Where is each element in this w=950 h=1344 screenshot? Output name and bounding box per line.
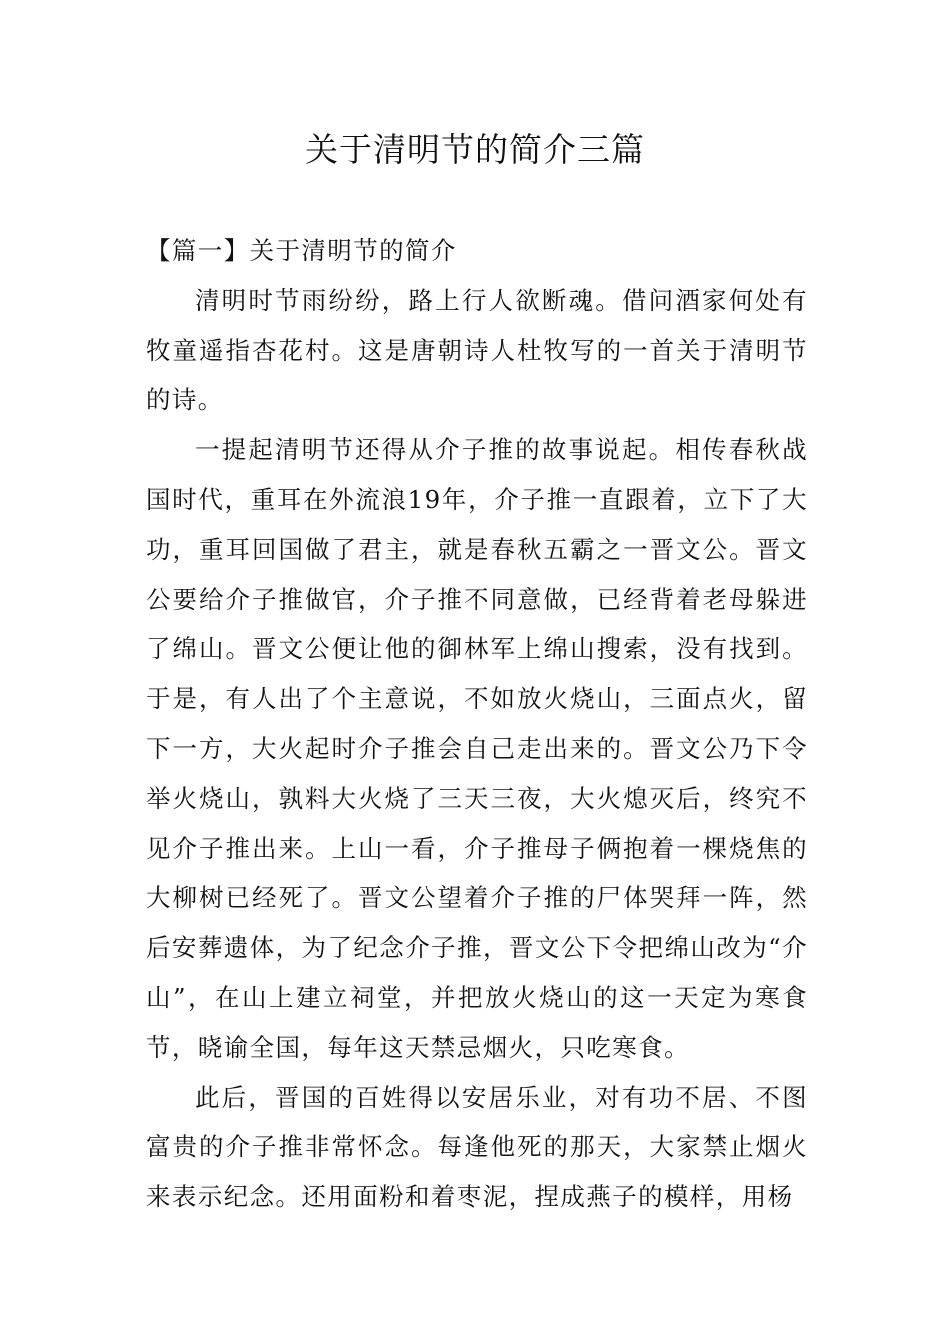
paragraph-commemoration: 此后，晋国的百姓得以安居乐业，对有功不居、不图富贵的介子推非常怀念。每逢他死的那天，大家禁止烟火来表示纪念。还用面粉和着枣泥，捏成燕子的模样，用杨 xyxy=(146,1082,808,1212)
paragraph-poem-intro: 清明时节雨纷纷，路上行人欲断魂。借问酒家何处有牧童遥指杏花村。这是唐朝诗人杜牧写的一首关于清明节的诗。 xyxy=(146,285,808,415)
paragraph-jie-zitui-story: 一提起清明节还得从介子推的故事说起。相传春秋战国时代，重耳在外流浪19年，介子推一直跟着，立下了大功，重耳回国做了君主，就是春秋五霸之一晋文公。晋文公要给介子推做官，介子推不同意做，已经背着老母躲进了绵山。晋文公便让他的御林军上绵山搜索，没有找到。于是，有人出了个主意说，不如放火烧山，三面点火，留下一方，大火起时介子推会自己走出来的。晋文公乃下令举火烧山，孰料大火烧了三天三夜，大火熄灭后，终究不见介子推出来。上山一看，介子推母子俩抱着一棵烧焦的大柳树已经死了。晋文公望着介子推的尸体哭拜一阵，然后安葬遗体，为了纪念介子推，晋文公下令把绵山改为“介山”，在山上建立祠堂，并把放火烧山的这一天定为寒食节，晓谕全国，每年这天禁忌烟火，只吃寒食。 xyxy=(146,435,808,1062)
document-title: 关于清明节的简介三篇 xyxy=(305,130,645,169)
section-heading: 【篇一】关于清明节的简介 xyxy=(146,236,457,265)
document-body xyxy=(146,226,808,1222)
